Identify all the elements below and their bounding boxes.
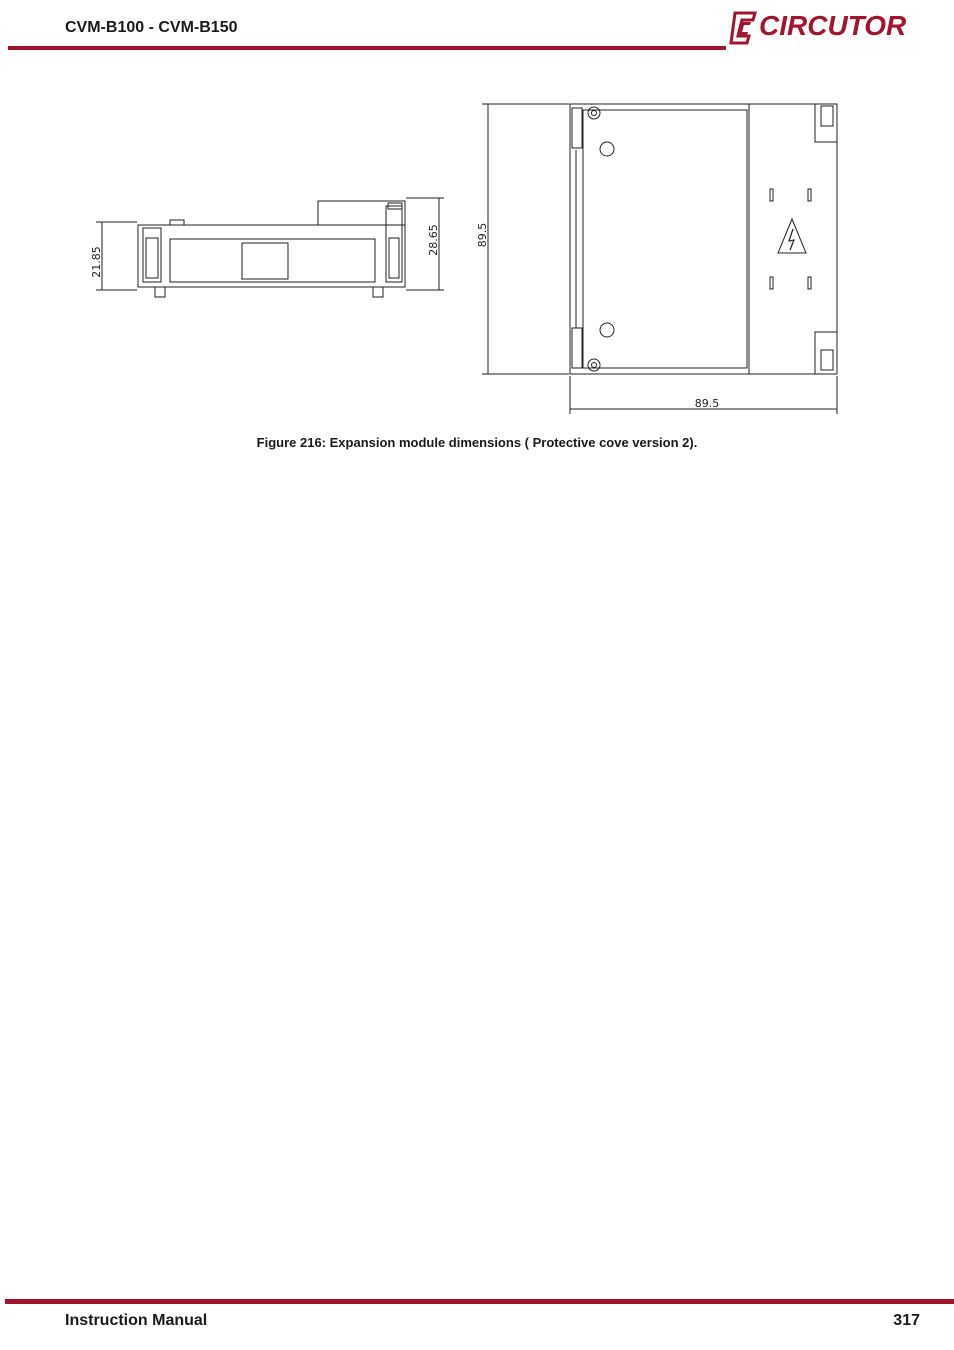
side-view-body <box>138 225 405 287</box>
page-number: 317 <box>893 1312 920 1329</box>
figure-caption: Figure 216: Expansion module dimensions ( Protective cove version 2). <box>256 435 698 450</box>
dimension-front-width: 89.5 <box>694 397 720 410</box>
footer-rule <box>5 1299 954 1304</box>
dimension-side-height: 21.85 <box>90 246 103 278</box>
dimension-side-total: 28.65 <box>427 224 440 256</box>
dimension-front-height: 89.5 <box>476 222 489 248</box>
front-view-body <box>570 104 837 374</box>
document-title: CVM-B100 - CVM-B150 <box>65 19 238 36</box>
dimension-drawing <box>0 0 954 430</box>
footer-manual-label: Instruction Manual <box>65 1312 208 1329</box>
warning-triangle-icon <box>778 219 806 253</box>
brand-name: CIRCUTOR <box>759 10 907 41</box>
